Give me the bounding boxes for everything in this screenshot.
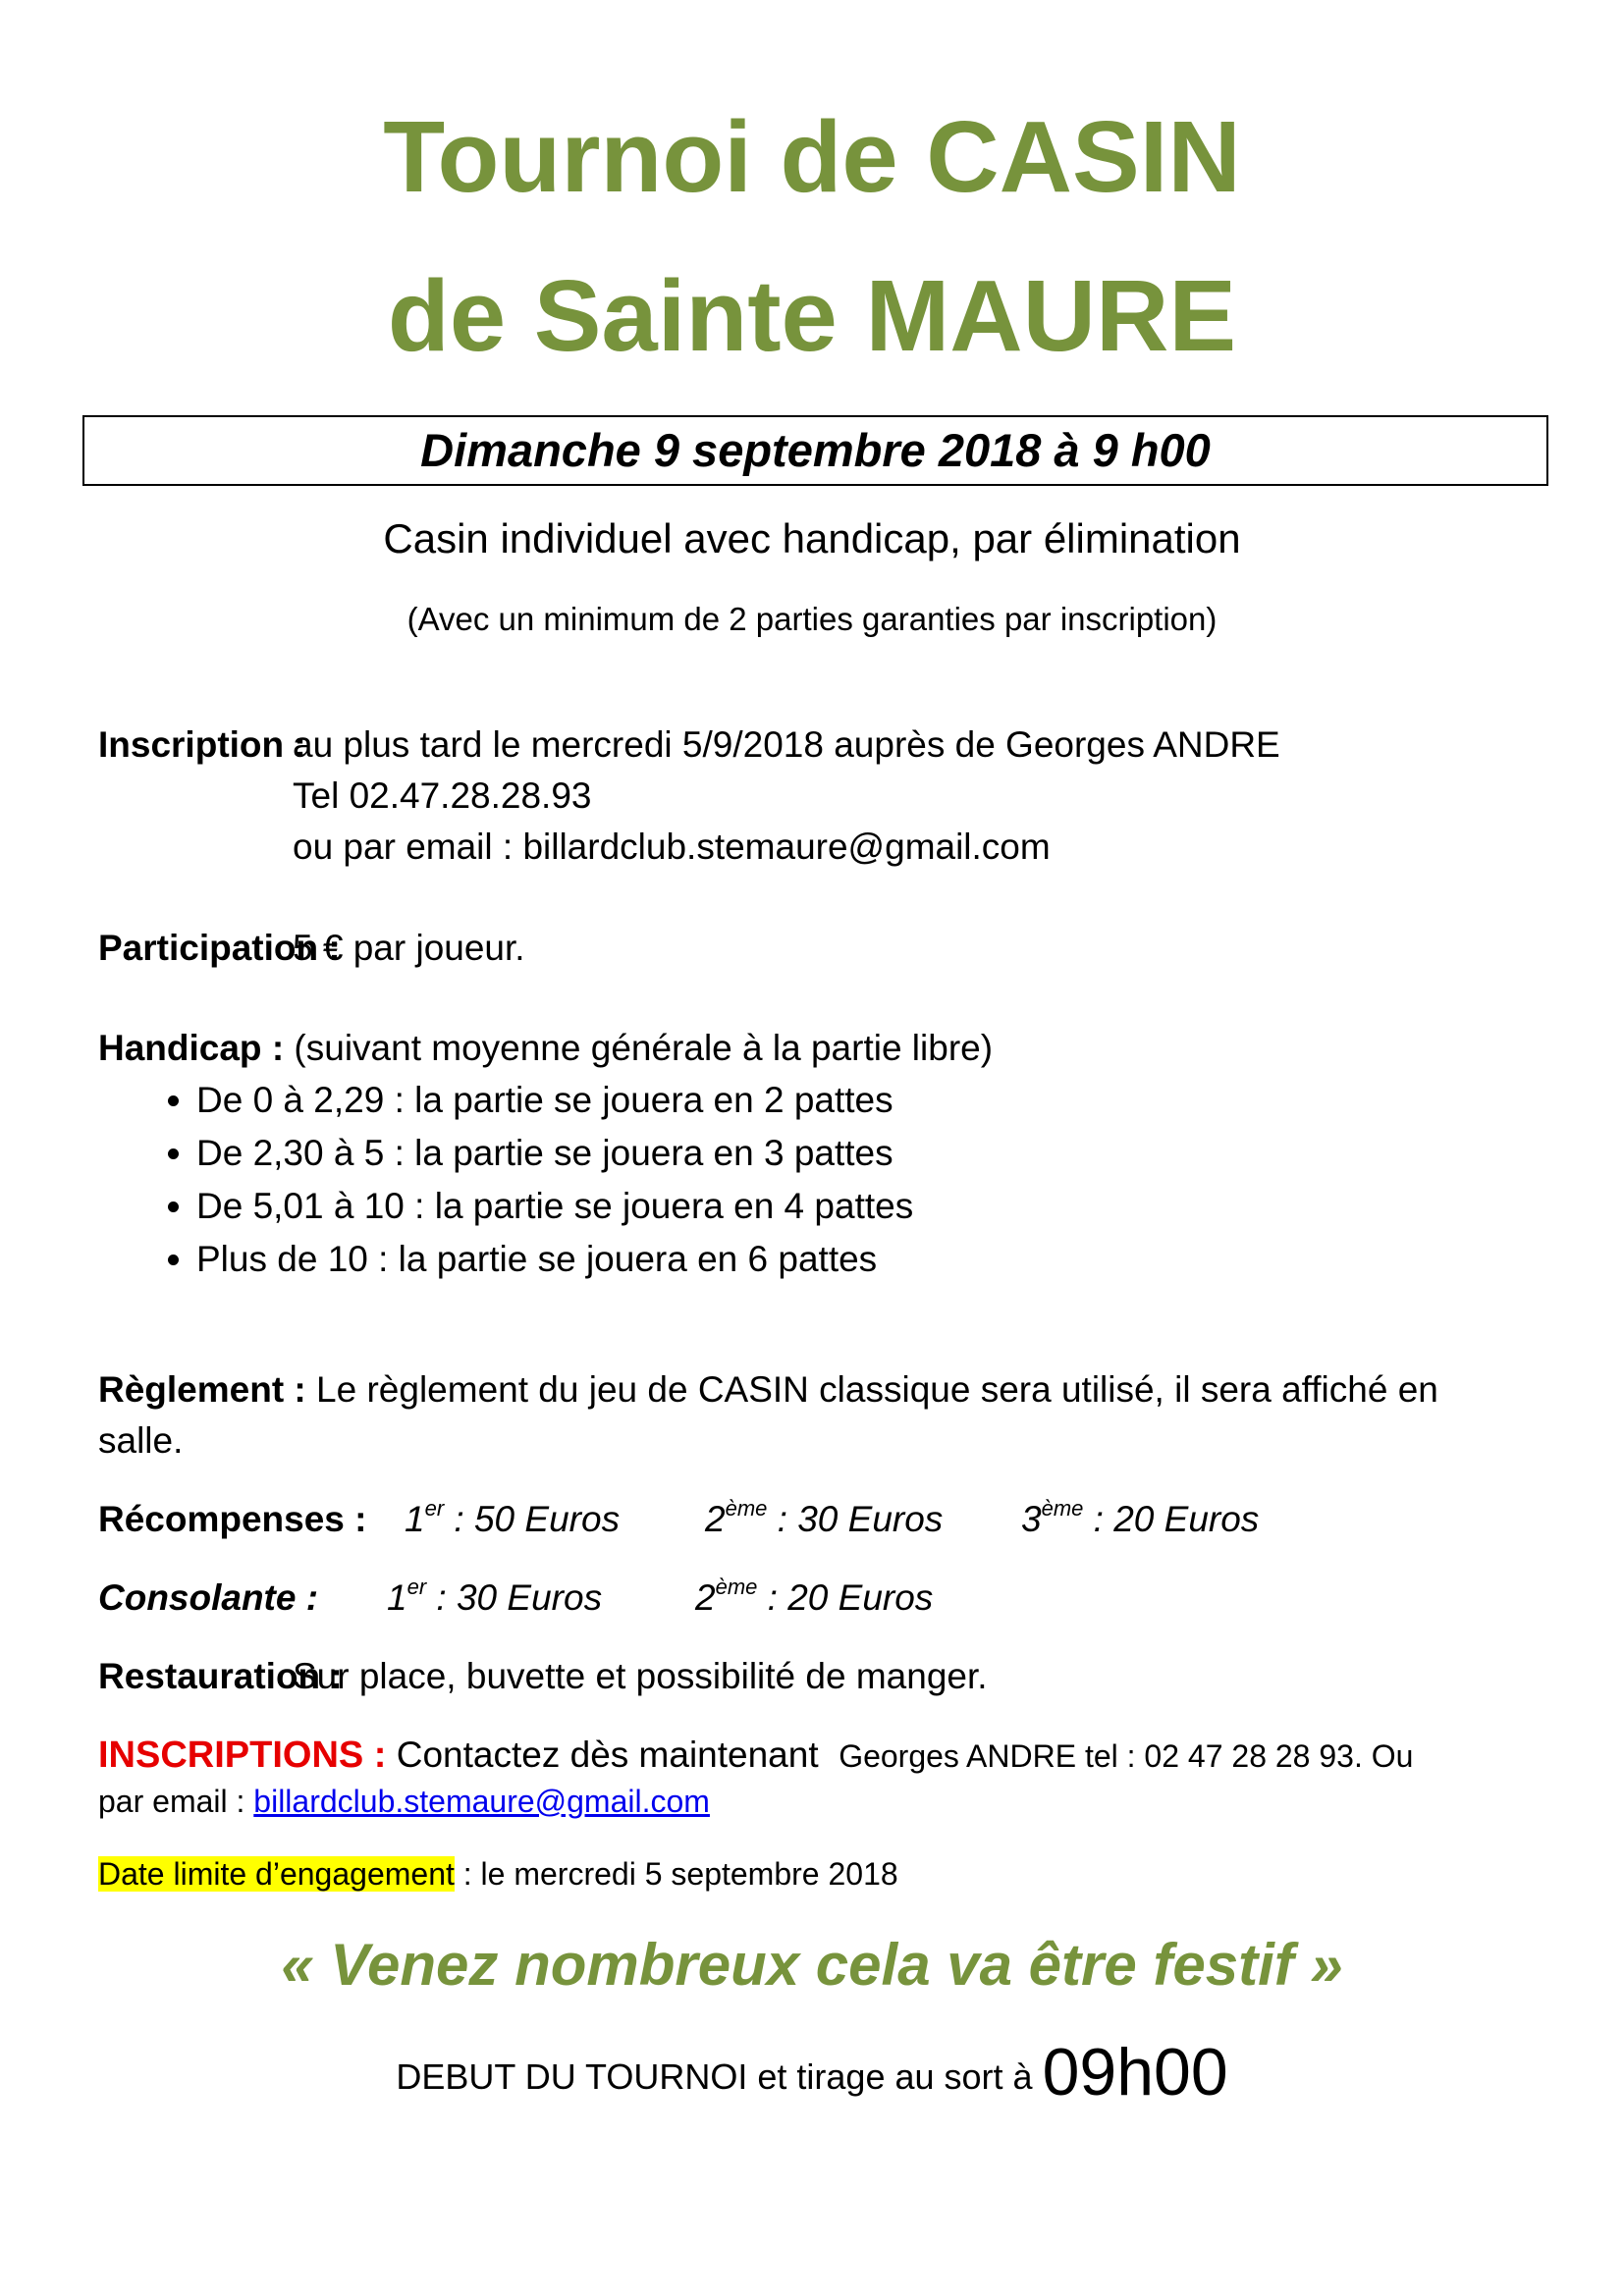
handicap-description: (suivant moyenne générale à la partie libre) (284, 1028, 994, 1068)
prize-rank: 1 (405, 1499, 425, 1539)
restauration-label: Restauration : (98, 1656, 343, 1696)
prize-third (1021, 1494, 1259, 1545)
prize-amount: : 30 Euros (767, 1499, 944, 1539)
deadline-line (98, 1851, 898, 1896)
prize-rank: 3 (1021, 1499, 1042, 1539)
consolante-label: Consolante : (98, 1577, 319, 1618)
handicap-label: Handicap : (98, 1028, 285, 1068)
participation-value: 5 € par joueur. (293, 928, 525, 968)
date-banner: Dimanche 9 septembre 2018 à 9 h00 (82, 415, 1548, 486)
recompenses-section (98, 1494, 367, 1545)
list-item: • De 2,30 à 5 : la partie se jouera en 3 pattes (196, 1127, 913, 1180)
list-item: • De 0 à 2,29 : la partie se jouera en 2 pattes (196, 1074, 913, 1127)
prize-amount: : 20 Euros (1083, 1499, 1260, 1539)
inscriptions-detail: Georges ANDRE tel : 02 47 28 28 93. Ou (839, 1738, 1414, 1774)
reglement-label: Règlement : (98, 1369, 306, 1410)
recompenses-label: Récompenses : (98, 1499, 367, 1539)
reglement-section (98, 1364, 1438, 1415)
consolante-section (98, 1573, 318, 1624)
inscription-line-1: au plus tard le mercredi 5/9/2018 auprès de Georges ANDRE (293, 724, 1280, 765)
prize-amount: : 50 Euros (444, 1499, 621, 1539)
prize-rank-suffix: ème (715, 1575, 758, 1599)
prize-amount: : 20 Euros (757, 1577, 934, 1618)
start-time: 09h00 (1042, 2035, 1228, 2109)
inscription-phone: Tel 02.47.28.28.93 (293, 775, 592, 816)
list-item: • Plus de 10 : la partie se jouera en 6 pattes (196, 1233, 913, 1286)
inscription-email: ou par email : billardclub.stemaure@gmail.com (293, 827, 1051, 867)
inscriptions-email-line (98, 1779, 710, 1824)
participation-label: Participation : (98, 928, 341, 968)
prize-first (405, 1494, 620, 1545)
slogan: « Venez nombreux cela va être festif » (281, 1932, 1343, 1998)
start-text: DEBUT DU TOURNOI et tirage au sort à (396, 2056, 1043, 2097)
consolante-second (695, 1573, 933, 1624)
email-prefix: par email : (98, 1784, 254, 1819)
prize-rank-suffix: ème (725, 1496, 768, 1521)
prize-amount: : 30 Euros (426, 1577, 603, 1618)
consolante-first (387, 1573, 602, 1624)
inscription-label: Inscription : (98, 724, 306, 765)
inscription-section (98, 720, 306, 771)
list-item: • De 5,01 à 10 : la partie se jouera en 4 pattes (196, 1180, 913, 1233)
handicap-section (98, 1023, 993, 1074)
deadline-label: Date limite d’engagement (98, 1856, 455, 1892)
reglement-text-line-2: salle. (98, 1420, 184, 1461)
tournament-start (0, 2034, 1624, 2110)
prize-rank: 2 (705, 1499, 726, 1539)
restauration-value: Sur place, buvette et possibilité de manger. (293, 1656, 988, 1696)
title-line-2: de Sainte MAURE (387, 259, 1237, 372)
reglement-text-line-1: Le règlement du jeu de CASIN classique sera utilisé, il sera affiché en (305, 1369, 1438, 1410)
prize-rank-suffix: er (424, 1496, 445, 1521)
inscriptions-label: INSCRIPTIONS : (98, 1735, 387, 1776)
prize-rank: 2 (695, 1577, 716, 1618)
prize-second (705, 1494, 943, 1545)
prize-rank: 1 (387, 1577, 407, 1618)
deadline-value: : le mercredi 5 septembre 2018 (454, 1856, 898, 1892)
title-line-1: Tournoi de CASIN (383, 100, 1241, 213)
prize-rank-suffix: er (406, 1575, 427, 1599)
prize-rank-suffix: ème (1041, 1496, 1084, 1521)
handicap-list (98, 1074, 913, 1286)
email-link[interactable]: billardclub.stemaure@gmail.com (253, 1784, 710, 1819)
inscriptions-text: Contactez dès maintenant (386, 1735, 819, 1775)
guarantee-note: (Avec un minimum de 2 parties garanties par inscription) (406, 601, 1218, 637)
subtitle: Casin individuel avec handicap, par élimination (383, 515, 1241, 561)
inscriptions-contact (98, 1730, 1413, 1782)
